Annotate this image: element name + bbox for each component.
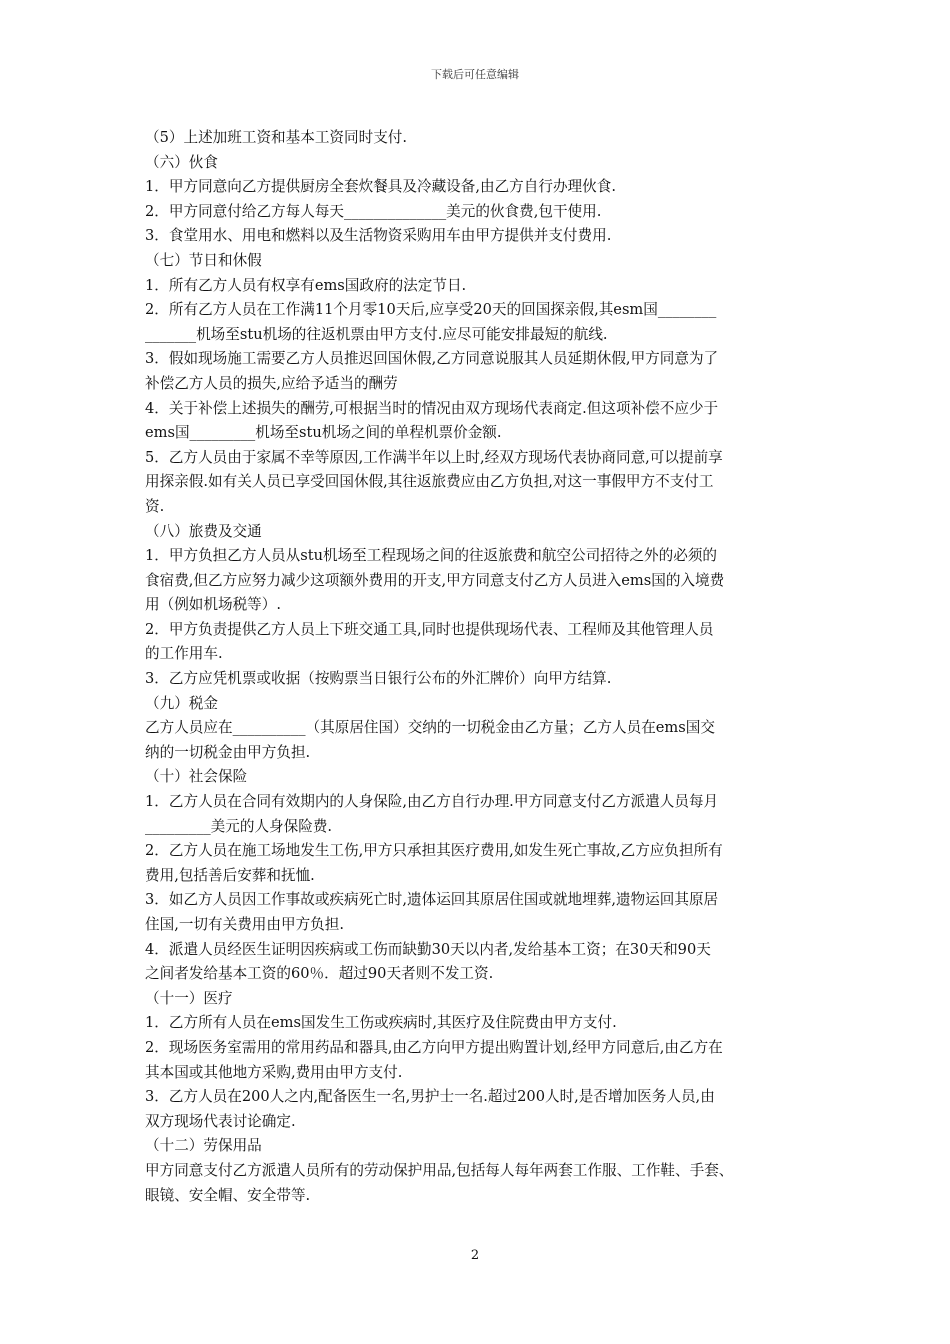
text-line: 其本国或其他地方采购,费用由甲方支付. [145,1063,403,1081]
text-line: 1．乙方人员在合同有效期内的人身保险,由乙方自行办理.甲方同意支付乙方派遣人员每月 [145,793,719,811]
text-line: 眼镜、安全帽、安全带等. [145,1186,311,1204]
text-line: 之间者发给基本工资的60％．超过90天者则不发工资. [145,965,494,983]
section-heading-tax: （九）税金 [145,694,218,712]
page-number: 2 [470,1248,480,1263]
section-heading-medical: （十一）医疗 [145,989,233,1007]
text-line: 纳的一切税金由甲方负担. [145,743,311,761]
text-line: 费用,包括善后安葬和抚恤. [145,866,315,884]
text-line: 1．所有乙方人员有权享有ems国政府的法定节日. [145,276,467,294]
text-line: 3．假如现场施工需要乙方人员推迟回国休假,乙方同意说服其人员延期休假,甲方同意为了 [145,350,719,368]
page-header-note: 下载后可任意编辑 [431,68,519,81]
text-line: _______机场至stu机场的往返机票由甲方支付.应尽可能安排最短的航线. [145,325,608,343]
text-line: 4．派遣人员经医生证明因疾病或工伤而缺勤30天以内者,发给基本工资；在30天和90天 [145,940,711,958]
text-line: 甲方同意支付乙方派遣人员所有的劳动保护用品,包括每人每年两套工作服、工作鞋、手套、 [145,1161,734,1179]
text-line: 2．甲方负责提供乙方人员上下班交通工具,同时也提供现场代表、工程师及其他管理人员 [145,620,714,638]
text-line: 补偿乙方人员的损失,应给予适当的酬劳 [145,374,398,392]
section-heading-protective-gear: （十二）劳保用品 [145,1137,262,1155]
document-body [145,126,815,1208]
text-line: 2．所有乙方人员在工作满11个月零10天后,应享受20天的回国探亲假,其esm国________ [145,301,717,319]
text-line: 5．乙方人员由于家属不幸等原因,工作满半年以上时,经双方现场代表协商同意,可以提前享 [145,448,723,466]
text-line: 3．食堂用水、用电和燃料以及生活物资采购用车由甲方提供并支付费用. [145,227,612,245]
text-line: ems国_________机场至stu机场之间的单程机票价金额. [145,424,502,442]
text-line: 2．乙方人员在施工场地发生工伤,甲方只承担其医疗费用,如发生死亡事故,乙方应负担所有 [145,842,723,860]
section-heading-social-insurance: （十）社会保险 [145,768,248,786]
text-line: 住国,一切有关费用由甲方负担. [145,916,344,933]
section-heading-holidays: （七）节日和休假 [145,251,262,269]
text-line: 乙方人员应在__________（其原居住国）交纳的一切税金由乙方量；乙方人员在ems国交 [145,719,715,737]
text-line: （5）上述加班工资和基本工资同时支付. [145,129,408,146]
text-line: 1．乙方所有人员在ems国发生工伤或疾病时,其医疗及住院费由甲方支付. [145,1014,617,1032]
text-line: 2．甲方同意付给乙方每人每天______________美元的伙食费,包干使用. [145,202,602,220]
text-line: 资. [145,497,165,515]
text-line: _________美元的人身保险费. [145,817,333,835]
text-line: 用（例如机场税等）. [145,596,281,614]
text-line: 的工作用车. [145,645,223,663]
text-line: 用探亲假.如有关人员已享受回国休假,其往返旅费应由乙方负担,对这一事假甲方不支付工 [145,473,714,491]
text-line: 3．乙方人员在200人之内,配备医生一名,男护士一名.超过200人时,是否增加医务人员,由 [145,1088,715,1106]
text-line: 3．如乙方人员因工作事故或疾病死亡时,遗体运回其原居住国或就地埋葬,遗物运回其原居 [145,891,719,909]
text-line: 2．现场医务室需用的常用药品和器具,由乙方向甲方提出购置计划,经甲方同意后,由乙方在 [145,1038,723,1056]
text-line: 1．甲方负担乙方人员从stu机场至工程现场之间的往返旅费和航空公司招待之外的必须的 [145,547,718,565]
text-line: 1．甲方同意向乙方提供厨房全套炊餐具及冷藏设备,由乙方自行办理伙食. [145,178,616,196]
section-heading-food: （六）伙食 [145,153,218,171]
text-line: 双方现场代表讨论确定. [145,1112,296,1130]
text-line: 食宿费,但乙方应努力减少这项额外费用的开支,甲方同意支付乙方人员进入ems国的入境费 [145,571,725,589]
text-line: 3．乙方应凭机票或收据（按购票当日银行公布的外汇牌价）向甲方结算. [145,670,612,688]
text-line: 4．关于补偿上述损失的酬劳,可根据当时的情况由双方现场代表商定.但这项补偿不应少于 [145,399,719,417]
section-heading-travel: （八）旅费及交通 [145,522,262,540]
